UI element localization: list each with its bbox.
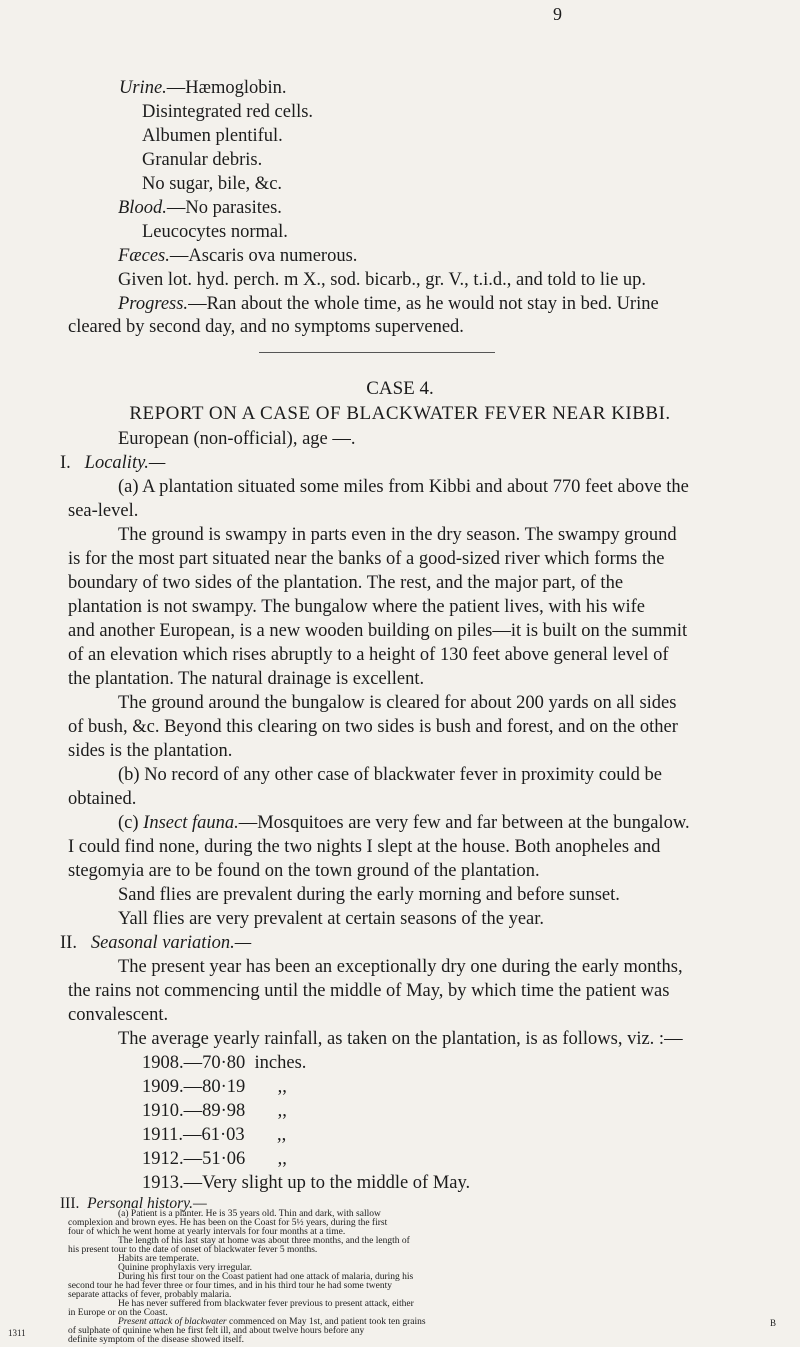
rainfall-unit: inches.: [254, 1053, 307, 1073]
text-line: and another European, is a new wooden building on piles—it is built on the summit: [68, 621, 688, 641]
text-line: The average yearly rainfall, as taken on the plantation, is as follows, viz. :—: [118, 1029, 683, 1049]
text-line: During his first tour on the Coast patient had one attack of malaria, during his: [118, 1272, 414, 1282]
rainfall-row: [142, 1124, 286, 1146]
text-line: sides is the plantation.: [68, 741, 233, 761]
section-heading: [60, 932, 251, 954]
rainfall-year: 1909.: [142, 1077, 184, 1097]
text-line: of an elevation which rises abruptly to a height of 130 feet above general level of: [68, 645, 669, 665]
faeces-line: [118, 245, 357, 267]
blood-line: [118, 197, 282, 219]
rainfall-unit: ,,: [277, 1077, 287, 1097]
rainfall-row: [142, 1100, 287, 1122]
progress-label: Progress.: [118, 294, 189, 314]
urine-detail: Albumen plentiful.: [142, 126, 283, 146]
text-line: his present tour to the date of onset of blackwater fever 5 months.: [68, 1245, 318, 1255]
item-prefix: (c): [118, 813, 144, 833]
case-subject: European (non-official), age —.: [118, 429, 356, 449]
text-line: Yall flies are very prevalent at certain seasons of the year.: [118, 909, 545, 929]
section-number: III.: [60, 1195, 80, 1212]
text-line: second tour he had fever three or four times, and in his third tour he had some twenty: [68, 1281, 392, 1291]
text-line: the plantation. The natural drainage is excellent.: [68, 669, 425, 689]
case-title: REPORT ON A CASE OF BLACKWATER FEVER NEAR KIBBI.: [129, 403, 671, 424]
text-line: sea-level.: [68, 501, 139, 521]
urine-text: —Hæmoglobin.: [166, 78, 287, 98]
text-line: the rains not commencing until the middle of May, by which time the patient was: [68, 981, 670, 1001]
text-line: in Europe or on the Coast.: [68, 1308, 168, 1318]
rainfall-row: [142, 1052, 306, 1074]
rainfall-unit: ,,: [277, 1101, 287, 1121]
rainfall-year: 1910.: [142, 1101, 184, 1121]
urine-line: [119, 77, 287, 99]
rainfall-unit: ,,: [277, 1125, 287, 1145]
rainfall-row: [142, 1148, 287, 1170]
blood-detail: Leucocytes normal.: [142, 222, 288, 242]
text-line: of sulphate of quinine when he first felt ill, and about twelve hours before any: [68, 1326, 365, 1336]
text-line: The length of his last stay at home was about three months, and the length of: [118, 1236, 410, 1246]
text-line: The present year has been an exceptionally dry one during the early months,: [118, 957, 683, 977]
section-number: II.: [60, 933, 77, 953]
section-title: Personal history.—: [87, 1195, 207, 1212]
text-line: Sand flies are prevalent during the early morning and before sunset.: [118, 885, 620, 905]
present-attack-text: commenced on May 1st, and patient took ten grains: [226, 1317, 426, 1327]
present-attack-label: Present attack of blackwater: [118, 1317, 227, 1327]
insect-fauna-text: —Mosquitoes are very few and far between at the bungalow.: [238, 813, 690, 833]
text-line: boundary of two sides of the plantation. The rest, and the major part, of the: [68, 573, 624, 593]
text-line: The ground around the bungalow is cleared for about 200 yards on all sides: [118, 693, 677, 713]
blood-label: Blood.: [118, 198, 167, 218]
rainfall-value: —51·06: [183, 1149, 246, 1169]
rainfall-year: 1911.: [142, 1125, 183, 1145]
text-line: stegomyia are to be found on the town ground of the plantation.: [68, 861, 540, 881]
rainfall-value: —80·19: [183, 1077, 246, 1097]
rainfall-value: —70·80: [183, 1053, 246, 1073]
text-line: The ground is swampy in parts even in the dry season. The swampy ground: [118, 525, 677, 545]
text-line: He has never suffered from blackwater fever previous to present attack, either: [118, 1299, 414, 1309]
rainfall-unit: ,,: [277, 1149, 287, 1169]
signature-mark: B: [770, 1318, 777, 1328]
section-divider: [259, 352, 495, 353]
urine-detail: No sugar, bile, &c.: [142, 174, 283, 194]
section-number: I.: [60, 453, 71, 473]
blood-text: —No parasites.: [166, 198, 282, 218]
insect-fauna-label: Insect fauna.: [143, 813, 239, 833]
text-line: four of which he went home at yearly intervals for four months at a time.: [68, 1227, 346, 1237]
insect-fauna-line: [118, 812, 690, 834]
text-line: Habits are temperate.: [118, 1254, 199, 1264]
urine-detail: Granular debris.: [142, 150, 263, 170]
rainfall-year: 1912.: [142, 1149, 184, 1169]
treatment-line: Given lot. hyd. perch. m X., sod. bicarb., gr. V., t.i.d., and told to lie up.: [118, 270, 647, 290]
text-line: complexion and brown eyes. He has been on the Coast for 5½ years, during the first: [68, 1218, 388, 1228]
progress-text: —Ran about the whole time, as he would not stay in bed. Urine: [188, 294, 659, 314]
text-line: definite symptom of the disease showed itself.: [68, 1335, 244, 1345]
text-line: (a) A plantation situated some miles from Kibbi and about 770 feet above the: [118, 477, 689, 497]
text-line: obtained.: [68, 789, 137, 809]
text-line: plantation is not swampy. The bungalow where the patient lives, with his wife: [68, 597, 645, 617]
footer-code: 1311: [8, 1328, 26, 1338]
rainfall-row: 1913.—Very slight up to the middle of May.: [142, 1173, 471, 1193]
rainfall-year: 1908.: [142, 1053, 184, 1073]
rainfall-value: —61·03: [182, 1125, 245, 1145]
section-title: Locality.—: [84, 453, 166, 473]
page-number: 9: [553, 4, 562, 24]
text-line: I could find none, during the two nights I slept at the house. Both anopheles and: [68, 837, 661, 857]
text-line: (b) No record of any other case of blackwater fever in proximity could be: [118, 765, 662, 785]
case-number: CASE 4.: [366, 378, 434, 399]
section-heading: [60, 452, 165, 474]
faeces-label: Fæces.: [118, 246, 170, 266]
urine-detail: Disintegrated red cells.: [142, 102, 314, 122]
progress-line: [118, 293, 659, 315]
text-line: is for the most part situated near the banks of a good-sized river which forms the: [68, 549, 665, 569]
faeces-text: —Ascaris ova numerous.: [169, 246, 358, 266]
progress-line-2: cleared by second day, and no symptoms supervened.: [68, 317, 464, 337]
text-line: convalescent.: [68, 1005, 169, 1025]
text-line: Quinine prophylaxis very irregular.: [118, 1263, 253, 1273]
text-line: (a) Patient is a planter. He is 35 years old. Thin and dark, with sallow: [118, 1209, 381, 1219]
text-line: separate attacks of fever, probably malaria.: [68, 1290, 232, 1300]
urine-label: Urine.: [119, 78, 167, 98]
rainfall-row: [142, 1076, 287, 1098]
text-line: of bush, &c. Beyond this clearing on two sides is bush and forest, and on the other: [68, 717, 678, 737]
rainfall-value: —89·98: [183, 1101, 246, 1121]
section-title: Seasonal variation.—: [90, 933, 252, 953]
